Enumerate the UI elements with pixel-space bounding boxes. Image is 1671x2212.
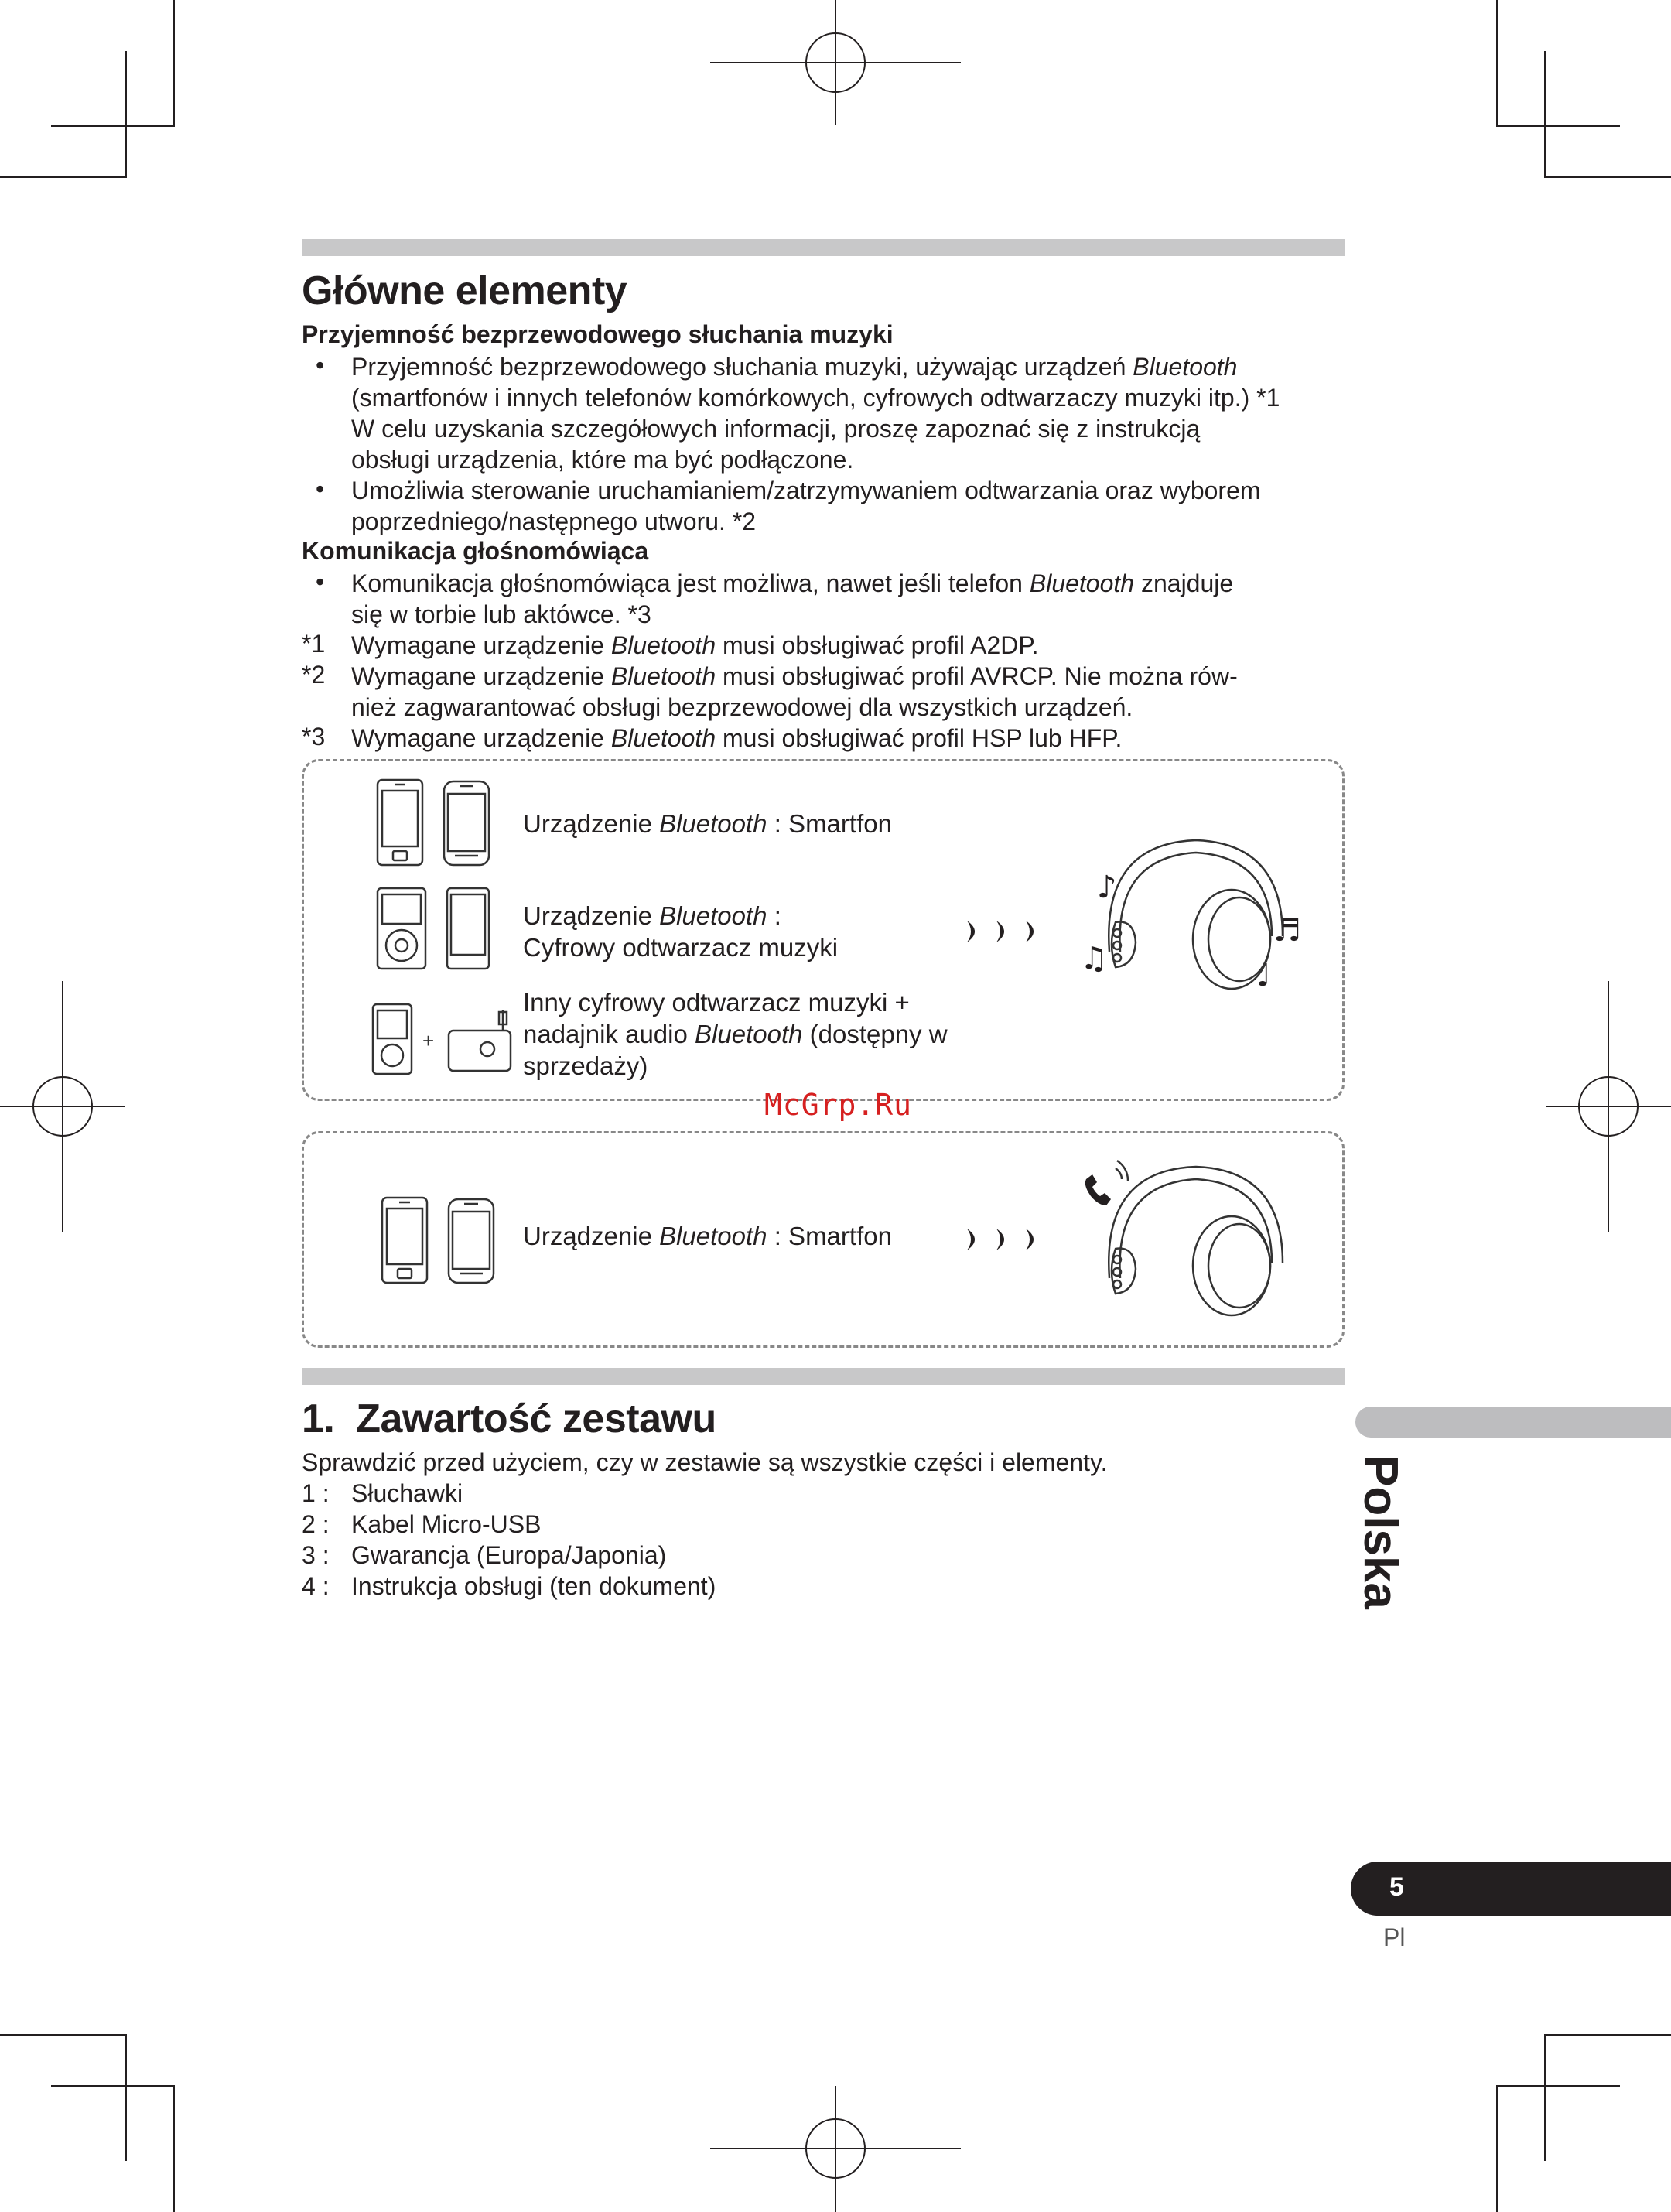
music-device-label-1	[523, 808, 892, 839]
italic-term: Bluetooth	[610, 631, 716, 659]
device-label-line	[523, 900, 838, 932]
italic-term: Bluetooth	[659, 1222, 767, 1250]
contents-item-text: Słuchawki	[351, 1479, 463, 1507]
text-run: (dostępny w	[802, 1020, 948, 1048]
player-transmitter-icon	[371, 1003, 511, 1077]
device-label-line	[523, 1018, 948, 1050]
text-run: musi obsługiwać profil AVRCP. Nie można rów-	[716, 662, 1238, 690]
music-device-label-3	[523, 986, 948, 1082]
bullet-text-line	[351, 444, 853, 475]
bullet-text-line	[351, 351, 1237, 382]
bullet-text-line	[351, 413, 1200, 444]
side-tab-language: Polska	[1354, 1455, 1407, 1609]
text-run: sprzedaży)	[523, 1051, 648, 1080]
phone-handset-icon	[1085, 1174, 1111, 1205]
section-rule-contents	[302, 1368, 1345, 1385]
text-run: : Smartfon	[767, 809, 892, 838]
contents-intro: Sprawdzić przed użyciem, czy w zestawie są wszystkie części i elementy.	[302, 1448, 1108, 1476]
italic-term: Bluetooth	[1029, 569, 1135, 597]
call-device-label-1	[523, 1220, 892, 1252]
svg-text:♩: ♩	[1256, 958, 1271, 993]
device-label-line	[523, 1220, 892, 1252]
contents-item-number: 3 :	[302, 1541, 330, 1569]
language-code: Pl	[1383, 1923, 1406, 1951]
page-number: 5	[1389, 1872, 1404, 1902]
italic-term: Bluetooth	[610, 724, 716, 752]
text-run: Inny cyfrowy odtwarzacz muzyki +	[523, 988, 910, 1017]
section-title-contents: 1. Zawartość zestawu	[302, 1397, 716, 1441]
smartphones-icon	[381, 1196, 497, 1286]
watermark: McGrp.Ru	[764, 1088, 913, 1122]
contents-item-number: 4 :	[302, 1572, 330, 1600]
text-run: :	[767, 901, 781, 930]
footnote-text-line	[351, 692, 1133, 723]
text-run: się w torbie lub aktówce. *3	[351, 600, 651, 628]
italic-term: Bluetooth	[1133, 353, 1238, 381]
bullet-icon: •	[316, 568, 325, 596]
text-run: Urządzenie	[523, 1222, 660, 1250]
svg-text:♫: ♫	[1080, 941, 1108, 976]
footnote-mark: *3	[302, 723, 326, 750]
headphones-music-icon	[1080, 836, 1312, 1006]
bullet-text-line	[351, 506, 756, 537]
contents-item-number: 2 :	[302, 1510, 330, 1538]
wireless-signal-icon	[964, 918, 1049, 945]
device-label-line	[523, 1050, 948, 1082]
contents-item-number: 1 :	[302, 1479, 330, 1507]
music-device-label-2	[523, 900, 838, 963]
contents-item-text: Instrukcja obsługi (ten dokument)	[351, 1572, 716, 1600]
device-label-line	[523, 986, 948, 1018]
headphones-call-icon	[1077, 1157, 1309, 1331]
text-run: znajduje	[1134, 569, 1234, 597]
device-label-line	[523, 808, 892, 839]
text-run: obsługi urządzenia, które ma być podłączone.	[351, 446, 854, 474]
italic-term: Bluetooth	[610, 662, 716, 690]
text-run: (smartfonów i innych telefonów komórkowych, cyfrowych odtwarzaczy muzyki itp.) *1	[351, 384, 1280, 412]
bullet-icon: •	[316, 351, 325, 379]
device-label-line	[523, 932, 838, 963]
text-run: Wymagane urządzenie	[351, 662, 611, 690]
bullet-text-line	[351, 599, 651, 630]
music-players-icon	[376, 887, 492, 970]
text-run: Urządzenie	[523, 901, 660, 930]
italic-term: Bluetooth	[659, 809, 767, 838]
text-run: W celu uzyskania szczegółowych informacji, proszę zapoznać się z instrukcją	[351, 415, 1201, 443]
text-run: musi obsługiwać profil HSP lub HFP.	[716, 724, 1123, 752]
text-run: Urządzenie	[523, 809, 660, 838]
music-heading: Przyjemność bezprzewodowego słuchania muzyki	[302, 320, 894, 348]
footnote-text-line	[351, 630, 1039, 661]
text-run: Komunikacja głośnomówiąca jest możliwa, nawet jeśli telefon	[351, 569, 1030, 597]
side-tab-bar	[1355, 1407, 1671, 1438]
footnote-mark: *2	[302, 661, 326, 689]
section-rule-top	[302, 239, 1345, 256]
footnote-mark: *1	[302, 630, 326, 658]
text-run: Wymagane urządzenie	[351, 724, 611, 752]
italic-term: Bluetooth	[695, 1020, 803, 1048]
svg-text:♬: ♬	[1273, 913, 1301, 949]
text-run: : Smartfon	[767, 1222, 892, 1250]
text-run: Umożliwia sterowanie uruchamianiem/zatrzymywaniem odtwarzania oraz wyborem	[351, 477, 1261, 504]
bullet-icon: •	[316, 475, 325, 503]
call-heading: Komunikacja głośnomówiąca	[302, 537, 649, 565]
footnote-text-line	[351, 723, 1122, 754]
bullet-text-line	[351, 475, 1261, 506]
wireless-signal-icon	[964, 1226, 1049, 1253]
text-run: nadajnik audio	[523, 1020, 695, 1048]
svg-text:♪: ♪	[1097, 870, 1117, 905]
text-run: Przyjemność bezprzewodowego słuchania muzyki, używając urządzeń	[351, 353, 1133, 381]
text-run: musi obsługiwać profil A2DP.	[716, 631, 1039, 659]
italic-term: Bluetooth	[659, 901, 767, 930]
text-run: poprzedniego/następnego utworu. *2	[351, 508, 757, 535]
registration-target-right	[0, 0, 1, 1]
plus-sign: +	[422, 1029, 435, 1052]
section-title-main: Główne elementy	[302, 268, 627, 313]
smartphones-icon	[376, 778, 492, 868]
contents-item-text: Kabel Micro-USB	[351, 1510, 542, 1538]
bullet-text-line	[351, 382, 1280, 413]
footnote-text-line	[351, 661, 1238, 692]
text-run: Cyfrowy odtwarzacz muzyki	[523, 933, 839, 962]
contents-item-text: Gwarancja (Europa/Japonia)	[351, 1541, 667, 1569]
text-run: Wymagane urządzenie	[351, 631, 611, 659]
text-run: nież zagwarantować obsługi bezprzewodowej dla wszystkich urządzeń.	[351, 693, 1133, 721]
bullet-text-line	[351, 568, 1233, 599]
